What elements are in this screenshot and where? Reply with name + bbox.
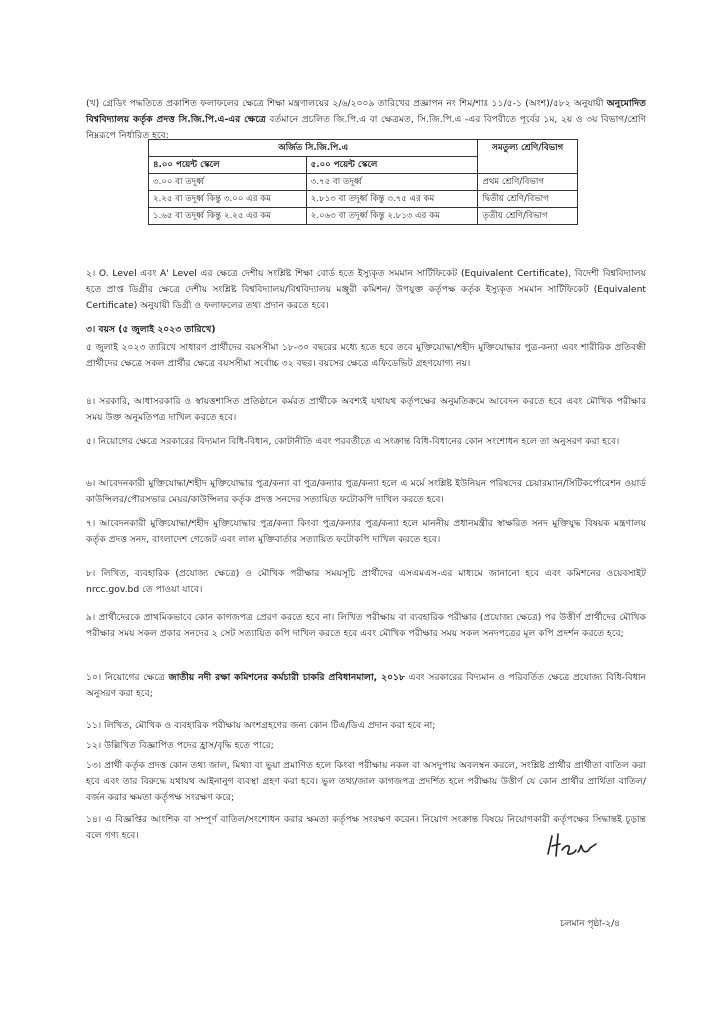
item-10: ১০। নিয়োগের ক্ষেত্রে জাতীয় নদী রক্ষা কমিশনের কর্মচারী চাকরি প্রবিধানমালা, ২০১৮ এবং সরকারের বিদ্যমান ও পরিবর্তিত ক্ষেত্রে প্রযোজ্য বিধি-বিধান অনুসরণ করা হবে; <box>86 672 646 699</box>
table-header-class: সমতুল্য শ্রেণি/বিভাগ <box>478 140 578 174</box>
table-cell: প্রথম শ্রেণি/বিভাগ <box>478 174 578 191</box>
table-cell: ৩.৭৫ বা তদূর্ধ্ব <box>306 174 478 191</box>
item-3-title: ৩। বয়স (৫ জুলাই ২০২৩ তারিখে) <box>86 324 216 335</box>
table-row <box>149 174 578 191</box>
item-3: ৫ জুলাই ২০২৩ তারিখে সাধারণ প্রার্থীদের বয়সসীমা ১৮-৩০ বছরের মধ্যে হতে হবে তবে মুক্তিযোদ্ধা/শহীদ মুক্তিযোদ্ধার পুত্র-কন্যা এবং শারীরিক প্রতিবন্ধী প্রার্থীদের ক্ষেত্রে সকল প্রার্থীর ক্ষেত্রে বয়সসীমা সর্বোচ্চ ৩২ বছর। বয়সের ক্ষেত্রে এফিডেভিট গ্রহণযোগ্য নয়। <box>86 342 646 369</box>
table-sub-5-scale: ৫.০০ পয়েন্ট স্কেলে <box>306 157 478 174</box>
item-6: ৬। আবেদনকারী মুক্তিযোদ্ধা/শহীদ মুক্তিযোদ্ধার পুত্র/কন্যা বা পুত্র/কন্যার পুত্র/কন্যা হলে এ মর্মে সংশ্লিষ্ট ইউনিয়ন পরিষদের চেয়ারম্যান/সিটিকর্পোরেশন ওয়ার্ড কাউন্সিলর/পৌরসভার মেয়র/কাউন্সিলর কর্তৃক প্রদত্ত সনদের সত্যায়িত ফটোকপি দাখিল করতে হবে। <box>86 478 646 505</box>
table-sub-4-scale: ৪.০০ পয়েন্ট স্কেলে <box>149 157 307 174</box>
table-row <box>149 191 578 208</box>
table-cell: তৃতীয় শ্রেণি/বিভাগ <box>478 208 578 225</box>
table-cell: ২.২৫ বা তদূর্ধ্ব কিন্তু ৩.০০ এর কম <box>149 191 307 208</box>
table-cell: ১.৬৫ বা তদূর্ধ্ব কিন্তু ২.২৫ এর কম <box>149 208 307 225</box>
grading-intro: (খ) গ্রেডিং পদ্ধতিতে প্রকাশিত ফলাফলের ক্ষেত্রে শিক্ষা মন্ত্রণালয়ের ২/৬/২০০৯ তারিখের প্রজ্ঞাপন নং শিম/শাঃ ১১/৫-১ (অংশ)/৫৮২ অনুযায়ী অনুমোদিত বিশ্ববিদ্যালয় কর্তৃক প্রদত্ত সি.জি.পি.এ-এর ক্ষেত্রে বর্তমানে প্রচলিত জি.পি.এ বা ক্ষেত্রমত, সি.জি.পি.এ -এর বিপরীতে পূর্বের ১ম, ২য় ও ৩য় বিভাগ/শ্রেণি নিম্নরূপে নির্ধারিত হবে: <box>86 98 647 141</box>
table-cell: ২.৮১৩ বা তদূর্ধ্ব কিন্তু ৩.৭৫ এর কম <box>306 191 478 208</box>
item-13: ১৩। প্রার্থী কর্তৃক প্রদত্ত কোন তথ্য জাল, মিথ্যা বা ভুয়া প্রমাণিত হলে কিংবা পরীক্ষায় নকল বা অসদুপায় অবলম্বন করলে, সংশ্লিষ্ট প্রার্থীর প্রার্থীতা বাতিল করা হবে এবং তার বিরুদ্ধে যথাযথ আইনানুগ ব্যবস্থা গ্রহণ করা হবে। ভুল তথ্য/জাল কাগজপত্র প্রদর্শিত হলে পরীক্ষায় উত্তীর্ণ যে কোন প্রার্থীর প্রার্থিতা বাতিল/বর্জন করার ক্ষমতা কর্তৃপক্ষ সংরক্ষণ করে; <box>86 760 646 803</box>
item-12: ১২। উল্লিখিত বিজ্ঞাপিত পদের হ্রাস/বৃদ্ধি হতে পারে; <box>86 740 274 751</box>
item-7: ৭। আবেদনকারী মুক্তিযোদ্ধা/শহীদ মুক্তিযোদ্ধার পুত্র/কন্যা কিংবা পুত্র/কন্যার পুত্র/কন্যা হলে মাননীয় প্রধানমন্ত্রীর স্বাক্ষরিত সনদ মুক্তিযুদ্ধ বিষয়ক মন্ত্রণালয় কর্তৃক প্রদত্ত সনদ, বাংলাদেশ গেজেট এবং লাল মুক্তিবার্তার সত্যায়িত ফটোকপি দাখিল করতে হবে। <box>86 518 646 545</box>
item-5: ৫। নিয়োগের ক্ষেত্রে সরকারের বিদ্যমান বিধি-বিধান, কোটানীতি এবং পরবর্তীতে এ সংক্রান্ত বিধি-বিধানের কোন সংশোধন হলে তা অনুসরণ করা হবে। <box>86 436 620 447</box>
table-cell: ২.০৬৩ বা তদূর্ধ্ব কিন্তু ২.৮১৩ এর কম <box>306 208 478 225</box>
item-11: ১১। লিখিত, মৌখিক ও ব্যবহারিক পরীক্ষায় অংশগ্রহণের জন্য কোন টিএ/ডিএ প্রদান করা হবে না; <box>86 720 436 731</box>
table-cell: দ্বিতীয় শ্রেণি/বিভাগ <box>478 191 578 208</box>
page-footer: চলমান পৃষ্ঠা-২/৪ <box>560 919 620 929</box>
table-header-cgpa: অর্জিত সি.জি.পি.এ <box>149 140 478 157</box>
item-9: ৯। প্রার্থীদেরকে প্রাথমিকভাবে কোন কাগজপত্র প্রেরণ করতে হবে না। লিখিত পরীক্ষায় বা ব্যবহারিক পরীক্ষার (প্রযোজ্য ক্ষেত্রে) পর উত্তীর্ণ প্রার্থীদের মৌখিক পরীক্ষার সময় সকল প্রকার সনদের ২ সেট সত্যায়িত কপি দাখিল করতে হবে এবং মৌখিক পরীক্ষার সময় সকল সনদপত্রের মূল কপি প্রদর্শন করতে হবে; <box>86 612 646 639</box>
signature-mark <box>544 830 604 862</box>
table-row <box>149 208 578 225</box>
item-14: ১৪। এ বিজ্ঞপ্তির আংশিক বা সম্পূর্ণ বাতিল/সংশোধন করার ক্ষমতা কর্তৃপক্ষ সংরক্ষণ করেন। নিয়োগ সংক্রান্ত বিষয়ে নিয়োগকারী কর্তৃপক্ষের সিদ্ধান্তই চূড়ান্ত বলে গণ্য হবে। <box>86 814 646 841</box>
item-4: ৪। সরকারি, আধাসরকারি ও স্বায়ত্তশাসিত প্রতিষ্ঠানে কর্মরত প্রার্থীকে অবশ্যই যথাযথ কর্তৃপক্ষের অনুমতিক্রমে আবেদন করতে হবে এবং মৌখিক পরীক্ষার সময় উক্ত অনুমতিপত্র দাখিল করতে হবে। <box>86 396 646 423</box>
cgpa-table <box>148 139 578 225</box>
table-cell: ৩.০০ বা তদূর্ধ্ব <box>149 174 307 191</box>
item-8: ৮। লিখিত, ব্যবহারিক (প্রযোজ্য ক্ষেত্রে) ও মৌখিক পরীক্ষার সময়সূচি প্রার্থীদের এসএমএস-এর মাধ্যমে জানানো হবে এবং কমিশনের ওয়েবসাইট nrcc.gov.bd তে পাওয়া যাবে। <box>86 568 646 595</box>
item-2: ২। O. Level এবং A' Level এর ক্ষেত্রে দেশীয় সংশ্লিষ্ট শিক্ষা বোর্ড হতে ইস্যুকৃত সমমান সার্টিফিকেট (Equivalent Certificate), বিদেশী বিশ্ববিদ্যালয় হতে প্রাপ্ত ডিগ্রীর ক্ষেত্রে দেশীয় সংশ্লিষ্ট বিশ্ববিদ্যালয়/বিশ্ববিদ্যালয় মঞ্জুরী কমিশন/ উপযুক্ত কর্তৃপক্ষ কর্তৃক ইস্যুকৃত সমমান সার্টিফিকেট (Equivalent Certificate) অনুযায়ী ডিগ্রী ও ফলাফলের তথ্য প্রদান করতে হবে। <box>86 268 646 311</box>
